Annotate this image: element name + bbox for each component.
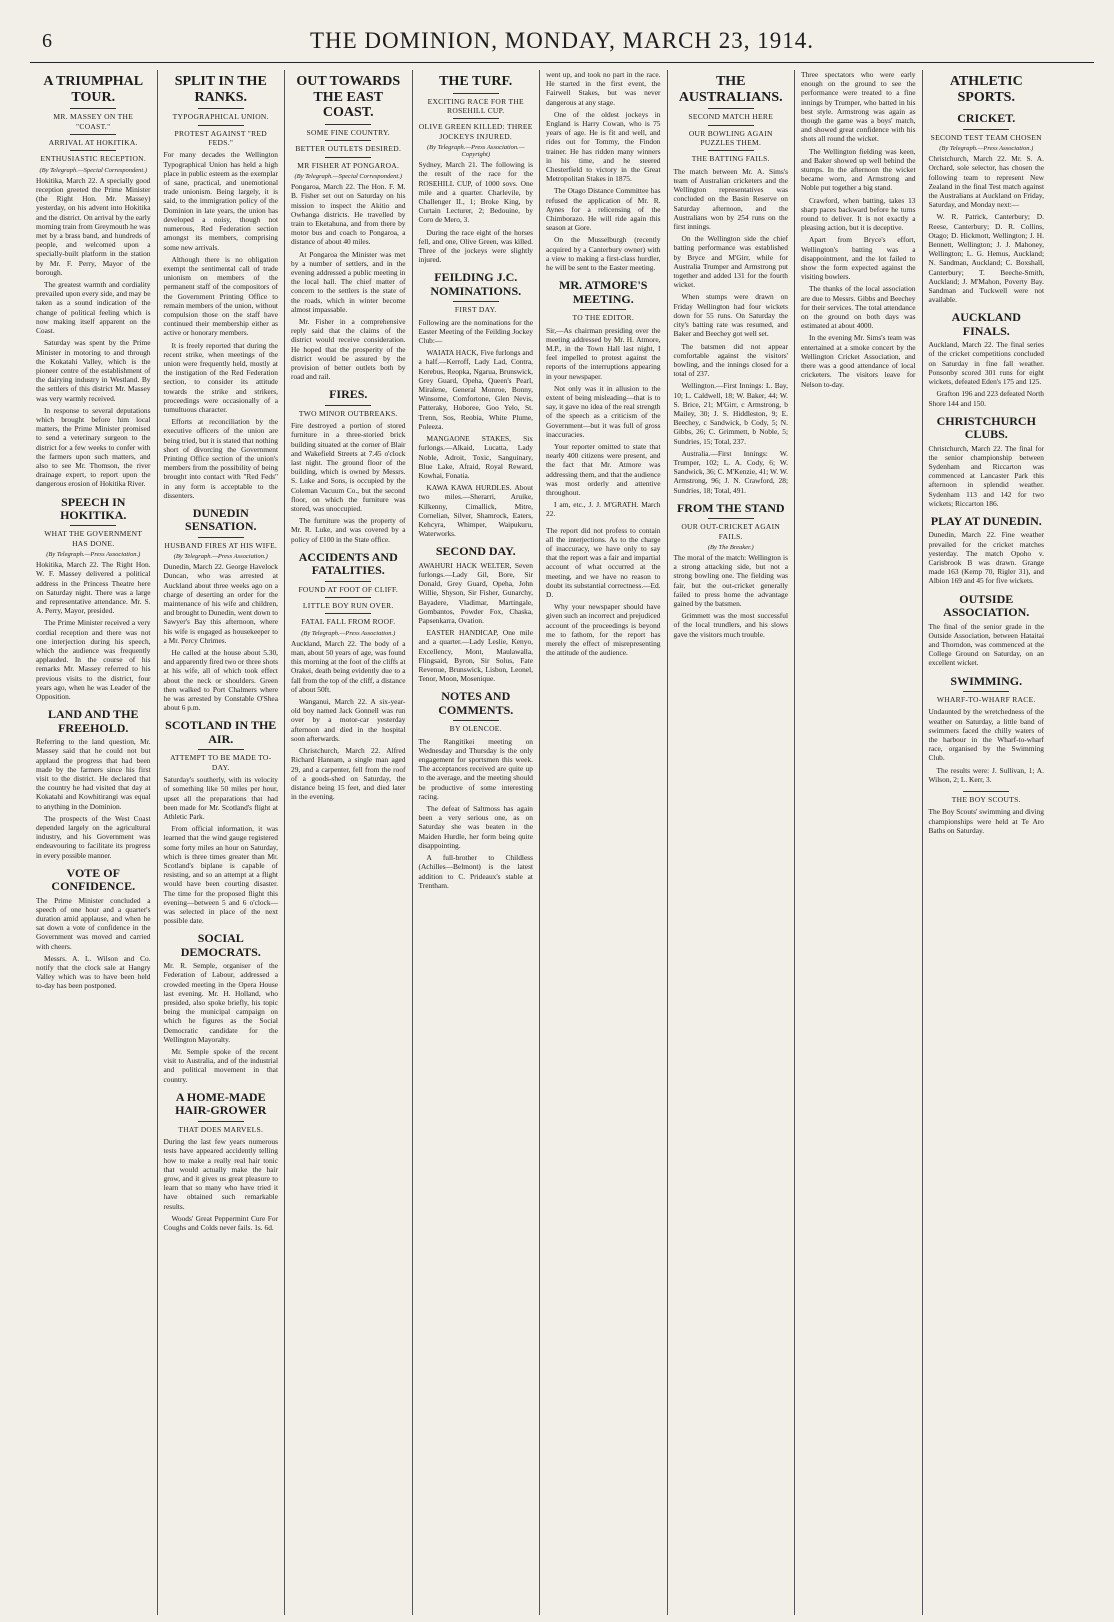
article-body bbox=[419, 737, 534, 890]
article bbox=[419, 545, 534, 683]
article bbox=[36, 867, 151, 991]
paragraph: The batsmen did not appear comfortable against the visitors' bowling, and the innings closed for a total of 237. bbox=[673, 341, 788, 379]
paragraph: Saturday's southerly, with its velocity of something like 50 miles per hour, upset all the preparations that had been made for Mr. Scotland's flight at Athletic Park. bbox=[163, 775, 278, 821]
article bbox=[674, 502, 789, 639]
column-8 bbox=[923, 70, 1051, 1615]
article bbox=[419, 690, 534, 890]
divider bbox=[963, 791, 1009, 792]
article-body bbox=[36, 737, 151, 860]
paragraph: EASTER HANDICAP, One mile and a quarter.—Lady Leslie, Kenyo, Excellency, Mont, Maulawalla, Flingsaid, Byron, Sir Solus, Fate Revenue, Brunswick, Lisbon, Leonel, Tenor, Moon, Mosenique. bbox=[418, 628, 533, 684]
article bbox=[291, 551, 406, 801]
paragraph: Christchurch, March 22. The final for the senior championship between Sydenham and Riccarton was commenced at Lancaster Park this afternoon in splendid weather. Sydenham 113 and 142 for two wickets; Riccarton 186. bbox=[928, 443, 1044, 508]
article-body bbox=[546, 526, 661, 658]
article bbox=[164, 719, 279, 925]
paragraph: Hokitika, March 22. The Right Hon. W. F. Massey delivered a political address in the Princess Theatre here on Saturday night. There was a large and representative attendance. Mr. S. A. Perry, Mayor, presided. bbox=[36, 560, 151, 616]
article-subheading: PROTEST AGAINST "RED FEDS." bbox=[174, 128, 268, 148]
paragraph: Why your newspaper should have given such an incorrect and prejudiced account of the proceedings is beyond me to fathom, for the report has merely the effect of misrepresenting the attitude of the audience. bbox=[546, 602, 661, 658]
paragraph: The furniture was the property of Mr. R. Luke, and was covered by a policy of £100 in the State office. bbox=[291, 516, 406, 544]
article-subheading: SECOND TEST TEAM CHOSEN bbox=[930, 132, 1042, 142]
article-body bbox=[674, 167, 789, 495]
paragraph: WAIATA HACK, Five furlongs and a half.—Kerroff, Lady Lad, Contra, Kerebus, Reopka, Ngarua, Brunswick, Grey Guard, Opeha, Queen's Pearl, Miralene, General Monroe, Bonny, Winsome, Comfortone, Glen Nevis, Patteraky, Hoboree, Goo Yelo, St. Trenn, Sos, Reobia, White Plume, Poleeza. bbox=[418, 348, 533, 431]
article-body bbox=[929, 622, 1045, 668]
column-6 bbox=[668, 70, 796, 1615]
article-body bbox=[929, 154, 1045, 304]
paragraph: Wellington.—First Innings: L. Bay, 10; L. Caldwell, 18; W. Baker, 44; W. S. Brice, 21; M'Girr, c Armstrong, b Mailey, 30; J. S. Hiddleston, 9; E. Beechey, c Sandwick, b Cody, 5; N. Gibbs, 26; C. Grimmett, b Noble, 5; Sundries, 15; Total, 237. bbox=[673, 381, 788, 446]
article-subheading: THE BOY SCOUTS. bbox=[951, 794, 1021, 804]
paragraph: AWAHURI HACK WELTER, Seven furlongs.—Lady Gil, Bore, Sir Donald, Grey Guard, Opeha, John Willie, Shyson, Sir Fisher, Gunarchy, Bayadere, Vladimar, Martingale, Gombantos, Powder Fox, Chaska, Papsenkarra, Ovation. bbox=[418, 560, 533, 625]
article bbox=[929, 593, 1045, 668]
newspaper-title: THE DOMINION, MONDAY, MARCH 23, 1914. bbox=[309, 28, 815, 53]
paragraph: From official information, it was learned that the wind gauge registered some forty miles an hour on Saturday, which is three times greater than Mr. Scotland's biplane is capable of resisting, and so an attempt at a flight would have been courting disaster. The time for the proposed flight this evening—between 5 and 6 o'clock—was selected in place of the next possible date. bbox=[163, 824, 278, 926]
article bbox=[929, 74, 1045, 105]
paragraph: Messrs. A. L. Wilson and Co. notify that the clock sale at Hangry Valley which was to have been held to-day has been postponed. bbox=[36, 953, 151, 991]
divider bbox=[580, 309, 626, 310]
paragraph: Woods' Great Peppermint Cure For Coughs and Colds never fails. 1s. 6d. bbox=[163, 1213, 278, 1232]
column-3 bbox=[285, 70, 413, 1615]
paragraph: He called at the house about 5.30, and apparently fired two or three shots at his wife, all of which took effect about the neck or shoulders. Green then walked to Port Chalmers where he was arrested by Constable O'Shea about 6 p.m. bbox=[163, 648, 278, 713]
article-subheading: BY OLENCOE. bbox=[449, 724, 502, 734]
paragraph: Dunedin, March 22. George Havelock Duncan, who was arrested at Auckland about three weeks ago on a charge of deserting an order for the maintenance of his wife and children, and brought to Dunedin, went down to Sawyer's Bay this afternoon, where his wife is engaged as housekeeper to a Mr. Percy Chrimes. bbox=[163, 562, 278, 645]
article-subheading: MR. MASSEY ON THE "COAST." bbox=[53, 112, 134, 131]
article bbox=[929, 415, 1045, 508]
divider bbox=[198, 749, 244, 750]
article-body bbox=[929, 530, 1045, 585]
paragraph: The Prime Minister received a very cordial reception and there was not one interjection during his speech, which the audience was frequently applauded. In the course of his remarks Mr. Massey referred to his previous visits to the district, four years ago, when he was Leader of the Opposition. bbox=[36, 618, 151, 702]
article-subheading: THE BATTING FAILS. bbox=[691, 154, 770, 164]
paragraph: On the Musselburgh (recently acquired by a Canterbury owner) with a view to making a first-class hurdler, he will be sent to the Easter meeting. bbox=[546, 235, 661, 273]
divider bbox=[708, 150, 754, 151]
divider bbox=[70, 108, 116, 109]
article-body bbox=[164, 961, 279, 1084]
article-headline: CHRISTCHURCH CLUBS. bbox=[936, 413, 1036, 442]
paragraph: Sir,—As chairman presiding over the meeting addressed by Mr. H. Atmore, M.P., in the Town Hall last night, I feel impelled to protest against the reports of the interruptions appearing in your newspaper. bbox=[546, 325, 661, 381]
divider bbox=[453, 720, 499, 721]
article-byline: (By Telegraph.—Special Correspondent.) bbox=[39, 166, 147, 174]
article-byline: (By Telegraph.—Special Correspondent.) bbox=[294, 173, 402, 181]
article-subheading: LITTLE BOY RUN OVER. bbox=[302, 601, 394, 611]
article-body bbox=[929, 807, 1045, 835]
article-subheading: FATAL FALL FROM ROOF. bbox=[301, 617, 396, 627]
article-body bbox=[929, 340, 1045, 407]
article-subheading: ARRIVAL AT HOKITIKA. bbox=[48, 138, 138, 148]
article-headline: THE TURF. bbox=[439, 74, 513, 89]
article bbox=[546, 526, 661, 658]
article-body bbox=[929, 707, 1045, 784]
article-headline: ACCIDENTS AND FATALITIES. bbox=[298, 549, 398, 578]
paragraph: Although there is no obligation exempt the sentimental call of trade unionism on members of the permanent staff of the compositors of the Government Printing Office to remain members of the union, without compulsion those on the staff have continued their membership either as active or honorary members. bbox=[163, 254, 278, 338]
article-headline: NOTES AND COMMENTS. bbox=[438, 689, 514, 717]
article-body bbox=[164, 150, 279, 500]
divider bbox=[198, 125, 244, 126]
paragraph: Mr. Semple spoke of the recent visit to Australia, and of the industrial and political movement in that country. bbox=[163, 1047, 278, 1084]
article bbox=[929, 515, 1045, 586]
article-byline: (By The Breaker.) bbox=[707, 543, 754, 551]
article-subheading: OUR OUT-CRICKET AGAIN FAILS. bbox=[681, 522, 781, 541]
paragraph: Australia.—First Innings: W. Trumper, 102; L. A. Cody, 6; W. Sandwick, 36; C. M'Kenzie, 41; W. W. Armstrong, 96; J. N. Crawford, 28; Sundries, 18; Total, 491. bbox=[673, 448, 788, 495]
divider bbox=[963, 129, 1009, 130]
article-headline: OUTSIDE ASSOCIATION. bbox=[943, 591, 1030, 620]
divider bbox=[325, 140, 371, 141]
article-body bbox=[801, 70, 916, 389]
article-body bbox=[674, 553, 789, 639]
article-body bbox=[419, 561, 534, 684]
article-headline: THE AUSTRALIANS. bbox=[678, 74, 783, 105]
article bbox=[801, 70, 916, 389]
paragraph: For many decades the Wellington Typographical Union has held a high place in public esteem as the exemplar of sane, practical, and unemotional trade unionism. Being largely, it is said, to the immigration policy of the Dominion in late years, the union has developed a noisy, though not numerous, Red Federation section amongst its members, comprising some new arrivals. bbox=[163, 150, 278, 252]
article-body bbox=[929, 444, 1045, 508]
paragraph: The Wellington fielding was keen, and Baker showed up well behind the stumps. In the afternoon the wicket became worn, and Armstrong and Noble put together a big stand. bbox=[801, 146, 916, 193]
article-body bbox=[546, 70, 661, 272]
article-subheading: SOME FINE COUNTRY. bbox=[306, 128, 390, 138]
article-headline: SECOND DAY. bbox=[435, 544, 516, 559]
paragraph: In response to several deputations which brought before him local matters, the Prime Minister promised to send a veterinary surgeon to the district for a few weeks to confer with the farmers upon such matters, and also to see Mr. Thomson, the river drainage expert, to report upon the dangerous erosion of Hokitika River. bbox=[36, 405, 151, 489]
article-headline: OUT TOWARDS THE EAST COAST. bbox=[296, 74, 401, 121]
divider bbox=[325, 157, 371, 158]
paragraph: Crawford, when batting, takes 13 sharp paces backward before he turns round to deliver. It is not exactly a pleasing action, but it is deceptive. bbox=[801, 195, 916, 233]
paragraph: At Pongaroa the Minister was met by a number of settlers, and in the evening addressed a public meeting in the local hall. The chief matter of concern to the settlers is the state of the roads, which in winter become almost impassable. bbox=[291, 249, 406, 314]
article bbox=[164, 932, 279, 1084]
article-subheading: TO THE EDITOR. bbox=[572, 313, 634, 323]
paragraph: The results were: J. Sullivan, 1; A. Wilson, 2; L. Kerr, 3. bbox=[928, 765, 1044, 784]
paragraph: One of the oldest jockeys in England is Harry Cowan, who is 75 years of age. He is fit and well, and rides out for Tommy, the Findon trainer. He has ridden many winners in his time, and he steered Chesterfield to victory in the Great Metropolitan Stakes in 1875. bbox=[546, 109, 661, 184]
article-body bbox=[419, 160, 534, 264]
paragraph: KAWA KAWA HURDLES. About two miles.—Sherarri, Aruike, Kilkenny, Cimallick, Mitre, Cornelian, Silver, Shamrock, Eaters, Kehcyra, Whimper, Waipukuru, Waterworks. bbox=[418, 483, 533, 539]
paragraph: The prospects of the West Coast depended largely on the agricultural industry, and his Government was endeavouring to facilitate its progress in every possible manner. bbox=[36, 813, 151, 860]
article-headline: SOCIAL DEMOCRATS. bbox=[180, 931, 261, 959]
column-4 bbox=[413, 70, 541, 1615]
paragraph: Sydney, March 21. The following is the result of the race for the ROSEHILL CUP, of 1000 sovs. One mile and a quarter. Charlevile, by Challenger II., 1; Broke King, by Curtain Lecturer, 2; Bedouine, by Coro de Mero, 3. bbox=[418, 160, 533, 225]
paragraph: Dunedin, March 22. Fine weather prevailed for the cricket matches yesterday. The match Opoho v. Carisbrook B was drawn. Grange made 163 (Kemp 70, Rigler 31), and Albion 169 and 45 for five wickets. bbox=[928, 530, 1044, 586]
columns bbox=[30, 70, 1100, 1615]
paragraph: Wanganui, March 22. A six-year-old boy named Jack Gonnell was run over by a motor-car yesterday afternoon and died in the hospital soon afterwards. bbox=[291, 697, 406, 743]
article-subheading: FOUND AT FOOT OF CLIFF. bbox=[298, 584, 399, 594]
paragraph: The greatest warmth and cordiality prevailed upon every side, and may be taken as a sound indication of the change of political feeling which is now making itself apparent on the Coast. bbox=[36, 280, 151, 336]
article bbox=[929, 675, 1045, 784]
article-headline: FROM THE STAND bbox=[676, 500, 785, 515]
article-headline: A HOME-MADE HAIR-GROWER bbox=[175, 1089, 267, 1118]
article-headline: MR. ATMORE'S MEETING. bbox=[559, 278, 648, 306]
article-headline: A TRIUMPHAL TOUR. bbox=[43, 74, 144, 105]
paragraph: I am, etc., J. J. M'GRATH. March 22. bbox=[546, 500, 661, 519]
article-subheading: MR FISHER AT PONGAROA. bbox=[297, 160, 400, 170]
article bbox=[419, 74, 534, 264]
article-body bbox=[164, 1137, 279, 1232]
article-subheading: ENTHUSIASTIC RECEPTION. bbox=[40, 154, 147, 164]
article-headline: FIRES. bbox=[329, 387, 368, 402]
article-headline: SWIMMING. bbox=[950, 673, 1023, 688]
paragraph: Saturday was spent by the Prime Minister in motoring to and through the Kokatahi Valley, which is the pioneer centre of the establishment of the dairying industry in Westland. By the settlers of this district Mr. Massey was very warmly received. bbox=[36, 338, 151, 403]
paragraph: The match between Mr. A. Sims's team of Australian cricketers and the Wellington representatives was concluded on the Basin Reserve on Saturday afternoon, and the Australians won by 254 runs on the first innings. bbox=[673, 166, 788, 232]
article-body bbox=[291, 639, 406, 801]
paragraph: In the evening Mr. Sims's team was entertained at a smoke concert by the Wellington Cricket Association, and there was a good attendance of local cricketers. The visitors leave for Nelson to-day. bbox=[801, 333, 916, 389]
divider bbox=[325, 613, 371, 614]
article bbox=[929, 791, 1045, 835]
paragraph: The Rangitikei meeting on Wednesday and Thursday is the only engagement for sportsmen this week. The acceptances received are quite up to the average, and the meeting should be productive of some interesting racing. bbox=[418, 736, 533, 801]
article-body bbox=[164, 775, 279, 925]
column-2 bbox=[158, 70, 286, 1615]
divider bbox=[325, 124, 371, 125]
paragraph: went up, and took no part in the race. He started in the first event, the Fairwell Stakes, but was never dangerous at any stage. bbox=[546, 70, 661, 107]
paragraph: The moral of the match: Wellington is a strong attacking side, but not a strong bowling one. The fielding was fair, but the out-cricket generally failed to press home the advantage gained by the batsmen. bbox=[673, 552, 788, 608]
article-byline: (By Telegraph.—Press Association.) bbox=[939, 145, 1034, 153]
article-subheading: TWO MINOR OUTBREAKS. bbox=[298, 408, 398, 418]
article-headline: ATHLETIC SPORTS. bbox=[949, 74, 1023, 105]
paragraph: Grafton 196 and 223 defeated North Shore 144 and 150. bbox=[928, 389, 1044, 408]
article bbox=[291, 388, 406, 543]
paragraph: W. R. Patrick, Canterbury; D. Reese, Canterbury; D. R. Collins, Otago; D. Hickmott, Wellington; J. H. Bennett, Wellington; J. J. Mahoney, Wellington; L. G. Hemus, Auckland; N. Sandman, Auckland; C. Boxshall, Canterbury; T. Beeche-Smith, Auckland; J. M'Mahon, Poverty Bay. Sandman and Tuckwell were not available. bbox=[928, 212, 1044, 305]
paragraph: The thanks of the local association are due to Messrs. Gibbs and Beechey for their services. The total attendance on the ground on both days was estimated at about 4000. bbox=[801, 284, 916, 331]
paragraph: Pongaroa, March 22. The Hon. F. M. B. Fisher set out on Saturday on his mission to inspect the Akitio and Owhanga districts. He travelled by train to Eketahuna, and from there by motor bus and coach to Pongaroa, a distance of about 40 miles. bbox=[291, 182, 406, 247]
article-byline: (By Telegraph.—Press Association.—Copyright) bbox=[426, 144, 525, 159]
paragraph: The report did not profess to contain all the interjections. As to the charge of inaccuracy, we have only to say that the report was a fair and impartial account of what occurred at the meeting, and we have no reason to doubt its substantial correctness.—Ed. D. bbox=[546, 525, 661, 599]
paragraph: The Boy Scouts' swimming and diving championships were held at Te Aro Baths on Saturday. bbox=[928, 807, 1044, 835]
paragraph: Following are the nominations for the Easter Meeting of the Feilding Jockey Club:— bbox=[418, 317, 533, 346]
article-subheading: SECOND MATCH HERE bbox=[688, 112, 774, 122]
article-body bbox=[291, 421, 406, 544]
article bbox=[164, 507, 279, 713]
article-headline: CRICKET. bbox=[957, 111, 1016, 126]
article-subheading: THAT DOES MARVELS. bbox=[178, 1124, 264, 1134]
paragraph: Your reporter omitted to state that nearly 400 citizens were present, and the fact that Mr. Atmore was addressing them, and that the audience was most orderly and attentive throughout. bbox=[546, 441, 661, 497]
article-subheading: BETTER OUTLETS DESIRED. bbox=[295, 144, 402, 154]
article-headline: SCOTLAND IN THE AIR. bbox=[165, 718, 277, 746]
paragraph: Fire destroyed a portion of stored furniture in a three-storied brick building situated at the corner of Blair and Wakefield Streets at 7.45 o'clock last night. The ground floor of the building, which is owned by Messrs. S. Luke and Sons, is occupied by the Coleman Vacuum Co., but the second floor, on which the furniture was stored, was unoccupied. bbox=[291, 421, 406, 514]
article bbox=[419, 271, 534, 538]
article-subheading: OUR BOWLING AGAIN PUZZLES THEM. bbox=[688, 128, 773, 148]
divider bbox=[453, 118, 499, 119]
divider bbox=[708, 518, 754, 519]
article-subheading: ATTEMPT TO BE MADE TO-DAY. bbox=[170, 753, 272, 772]
paragraph: On the Wellington side the chief batting performance was established by Bryce and M'Girr, while for Australia Trumper and Armstrong put together and added 131 for the fourth wicket. bbox=[673, 234, 788, 290]
article-headline: SPLIT IN THE RANKS. bbox=[174, 74, 267, 105]
paragraph: MANGAONE STAKES, Six furlongs.—Alkaid, Lucatta, Lady Noble, Adroit, Toxic, Sanguinary, Blue Lake, Afraid, Royal Reward, Kowhai, Fonatia. bbox=[418, 434, 533, 480]
article-headline: VOTE OF CONFIDENCE. bbox=[51, 865, 136, 894]
column-1 bbox=[30, 70, 158, 1615]
divider bbox=[325, 405, 371, 406]
divider bbox=[70, 134, 116, 135]
article bbox=[164, 74, 279, 500]
paragraph: During the race eight of the horses fell, and one, Olive Green, was killed. Three of the jockeys were slightly injured. bbox=[418, 227, 533, 265]
article-body bbox=[419, 318, 534, 539]
paragraph: When stumps were drawn on Friday Wellington had four wickets down for 55 runs. On Saturday the city's batting rate was resumed, and Baker and Beechey got well set. bbox=[673, 292, 788, 339]
article-byline: (By Telegraph.—Press Association.) bbox=[301, 629, 396, 637]
paragraph: The final of the senior grade in the Outside Association, between Hataitai and Thorndon, was commenced at the College Ground on Saturday, on an excellent wicket. bbox=[928, 621, 1044, 668]
article-body bbox=[36, 176, 151, 489]
divider bbox=[963, 691, 1009, 692]
paragraph: Mr. Fisher in a comprehensive reply said that the claims of the district would receive consideration. He hoped that the prosperity of the district would be assured by the provision of better outlets both by road and rail. bbox=[291, 316, 406, 382]
article-subheading: WHAT THE GOVERNMENT HAS DONE. bbox=[44, 529, 143, 548]
article bbox=[929, 311, 1045, 407]
paragraph: The Prime Minister concluded a speech of one hour and a quarter's duration amid applause, and when he sat down a vote of confidence in the Government was moved and carried with cheers. bbox=[36, 895, 151, 951]
paragraph: Not only was it in allusion to the extent of being misleading—that is to say, it gave no idea of the real strength of the speech as a criticism of the Government—but it was full of gross inaccuracies. bbox=[546, 383, 661, 439]
paragraph: Grimmett was the most successful of the local trundlers, and his slows gave the visitors much trouble. bbox=[673, 611, 788, 639]
article-subheading: FIRST DAY. bbox=[454, 305, 497, 315]
article-headline: AUCKLAND FINALS. bbox=[951, 310, 1021, 338]
divider bbox=[708, 125, 754, 126]
article bbox=[291, 74, 406, 381]
article-headline: SPEECH IN HOKITIKA. bbox=[60, 494, 127, 522]
article-headline: LAND AND THE FREEHOLD. bbox=[48, 707, 139, 735]
article bbox=[929, 112, 1045, 304]
paragraph: Christchurch, March 22. Alfred Richard Hannam, a single man aged 29, and a carpenter, fell from the roof of a goods-shed on Saturday, the distance being 15 feet, and died later in the evening. bbox=[291, 746, 406, 802]
article-headline: PLAY AT DUNEDIN. bbox=[930, 514, 1042, 528]
paragraph: Efforts at reconciliation by the executive officers of the union are being tried, but it is stated that nothing short of divorcing the Government Printing Office section of the union's members from the possibility of being brought into contact with "Red Feds" in any form is acceptable to the dissenters. bbox=[163, 417, 278, 500]
divider bbox=[70, 525, 116, 526]
divider bbox=[198, 1121, 244, 1122]
article bbox=[674, 74, 789, 495]
article-subheading: EXCITING RACE FOR THE ROSEHILL CUP. bbox=[427, 96, 524, 116]
divider bbox=[198, 108, 244, 109]
article-body bbox=[291, 182, 406, 381]
paragraph: The Otago Distance Committee has refused the application of Mr. R. Aynes for a relicensing of the Chimborazo. He will ride again this season at Gore. bbox=[546, 186, 661, 233]
divider bbox=[325, 581, 371, 582]
article-headline: DUNEDIN SENSATION. bbox=[185, 505, 257, 534]
article-byline: (By Telegraph.—Press Association.) bbox=[46, 551, 141, 559]
paragraph: Undaunted by the wretchedness of the weather on Saturday, a little band of swimmers faced the chilly waters of the harbour in the Wharf-to-wharf race, organised by the Swimming Club. bbox=[928, 707, 1044, 763]
paragraph: Auckland, March 22. The body of a man, about 50 years of age, was found this morning at the foot of the cliffs at Orakei, death being evidently due to a fall from the top of the cliff, a distance of about 50ft. bbox=[291, 638, 406, 694]
article bbox=[164, 1091, 279, 1232]
divider bbox=[70, 150, 116, 151]
divider bbox=[708, 108, 754, 109]
paragraph: Three spectators who were early enough on the ground to see the performance were treated to a fine innings by Trumper, who batted in his best style. Armstrong was again as though the game was a boys' match, and showed great confidence with his shots all round the wicket. bbox=[801, 70, 916, 144]
divider bbox=[453, 301, 499, 302]
masthead bbox=[30, 28, 1094, 63]
article-body bbox=[546, 326, 661, 519]
article-byline: (By Telegraph.—Press Association.) bbox=[173, 553, 268, 561]
paragraph: Referring to the land question, Mr. Massey said that he could not but applaud the progress that had been made by the farmers since his first visit to the district. He declared that the country he had visited that day at Kokatahi and Kowhitirangi was equal to anything in the Dominion. bbox=[36, 737, 151, 811]
divider bbox=[198, 537, 244, 538]
paragraph: Hokitika, March 22. A specially good reception greeted the Prime Minister (the Right Hon. Mr. Massey) yesterday, on his advent into Hokitika and the district. On arrival by the early morning train from Greymouth he was met by a brass band, and hundreds of people, and welcomed upon a specially-built platform in the station by Mr. F. Perry, Mayor of the borough. bbox=[36, 175, 151, 277]
paragraph: Auckland, March 22. The final series of the cricket competitions concluded on Saturday in fine fall weather. Ponsonby scored 301 runs for eight wickets, defeated Eden's 175 and 125. bbox=[928, 340, 1044, 387]
article bbox=[546, 70, 661, 272]
article-subheading: OLIVE GREEN KILLED: THREE JOCKEYS INJURED. bbox=[418, 122, 533, 141]
paragraph: Christchurch, March 22. Mr. S. A. Orchard, sole selector, has chosen the following team to represent New Zealand in the final Test match against the Australians at Auckland on Friday, Saturday, and Monday next:— bbox=[928, 154, 1044, 210]
article bbox=[546, 279, 661, 518]
divider bbox=[453, 93, 499, 94]
paragraph: Apart from Bryce's effort, Wellington's batting was a disappointment, and the lot failed to show the form expected against the visiting bowlers. bbox=[801, 235, 916, 282]
article-body bbox=[36, 560, 151, 701]
article-headline: FEILDING J.C. NOMINATIONS. bbox=[430, 270, 522, 298]
divider bbox=[325, 597, 371, 598]
column-7 bbox=[795, 70, 923, 1615]
column-5 bbox=[540, 70, 668, 1615]
article bbox=[36, 496, 151, 702]
article bbox=[36, 708, 151, 860]
article-subheading: HUSBAND FIRES AT HIS WIFE. bbox=[164, 540, 278, 550]
article bbox=[36, 74, 151, 489]
paragraph: During the last few years numerous tests have appeared accidently telling how to make a really real hair tonic that would actually make the hair grow, and it gives us great pleasure to learn that so many who have tried it have obtained such remarkable results. bbox=[163, 1137, 278, 1211]
article-body bbox=[36, 896, 151, 991]
article-subheading: WHARF-TO-WHARF RACE. bbox=[936, 694, 1036, 704]
page-number: 6 bbox=[42, 30, 52, 52]
paragraph: A full-brother to Childless (Achilles—Belmont) is the latest addition to C. Prideaux's stable at Trentham. bbox=[418, 853, 533, 890]
paragraph: The defeat of Saltmoss has again been a very serious one, as on Saturday she was beaten in the Maiden Hurdle, her form being quite disappointing. bbox=[418, 804, 533, 850]
paragraph: Mr. R. Semple, organiser of the Federation of Labour, addressed a crowded meeting in the Opera House last evening. Mr. H. Holland, who presided, also spoke briefly, his topic being the municipal campaign on which he figures as the Social Democratic candidate for the Wellington Mayoralty. bbox=[163, 961, 278, 1044]
article-subheading: TYPOGRAPHICAL UNION. bbox=[172, 112, 269, 122]
paragraph: It is freely reported that during the recent strike, when meetings of the union were frequently held, mostly at the instigation of the Red Federation section, to consider its attitude towards the strike and strikers, proceedings were occasionally of a tumultuous character. bbox=[163, 340, 278, 414]
article-body bbox=[164, 562, 279, 712]
